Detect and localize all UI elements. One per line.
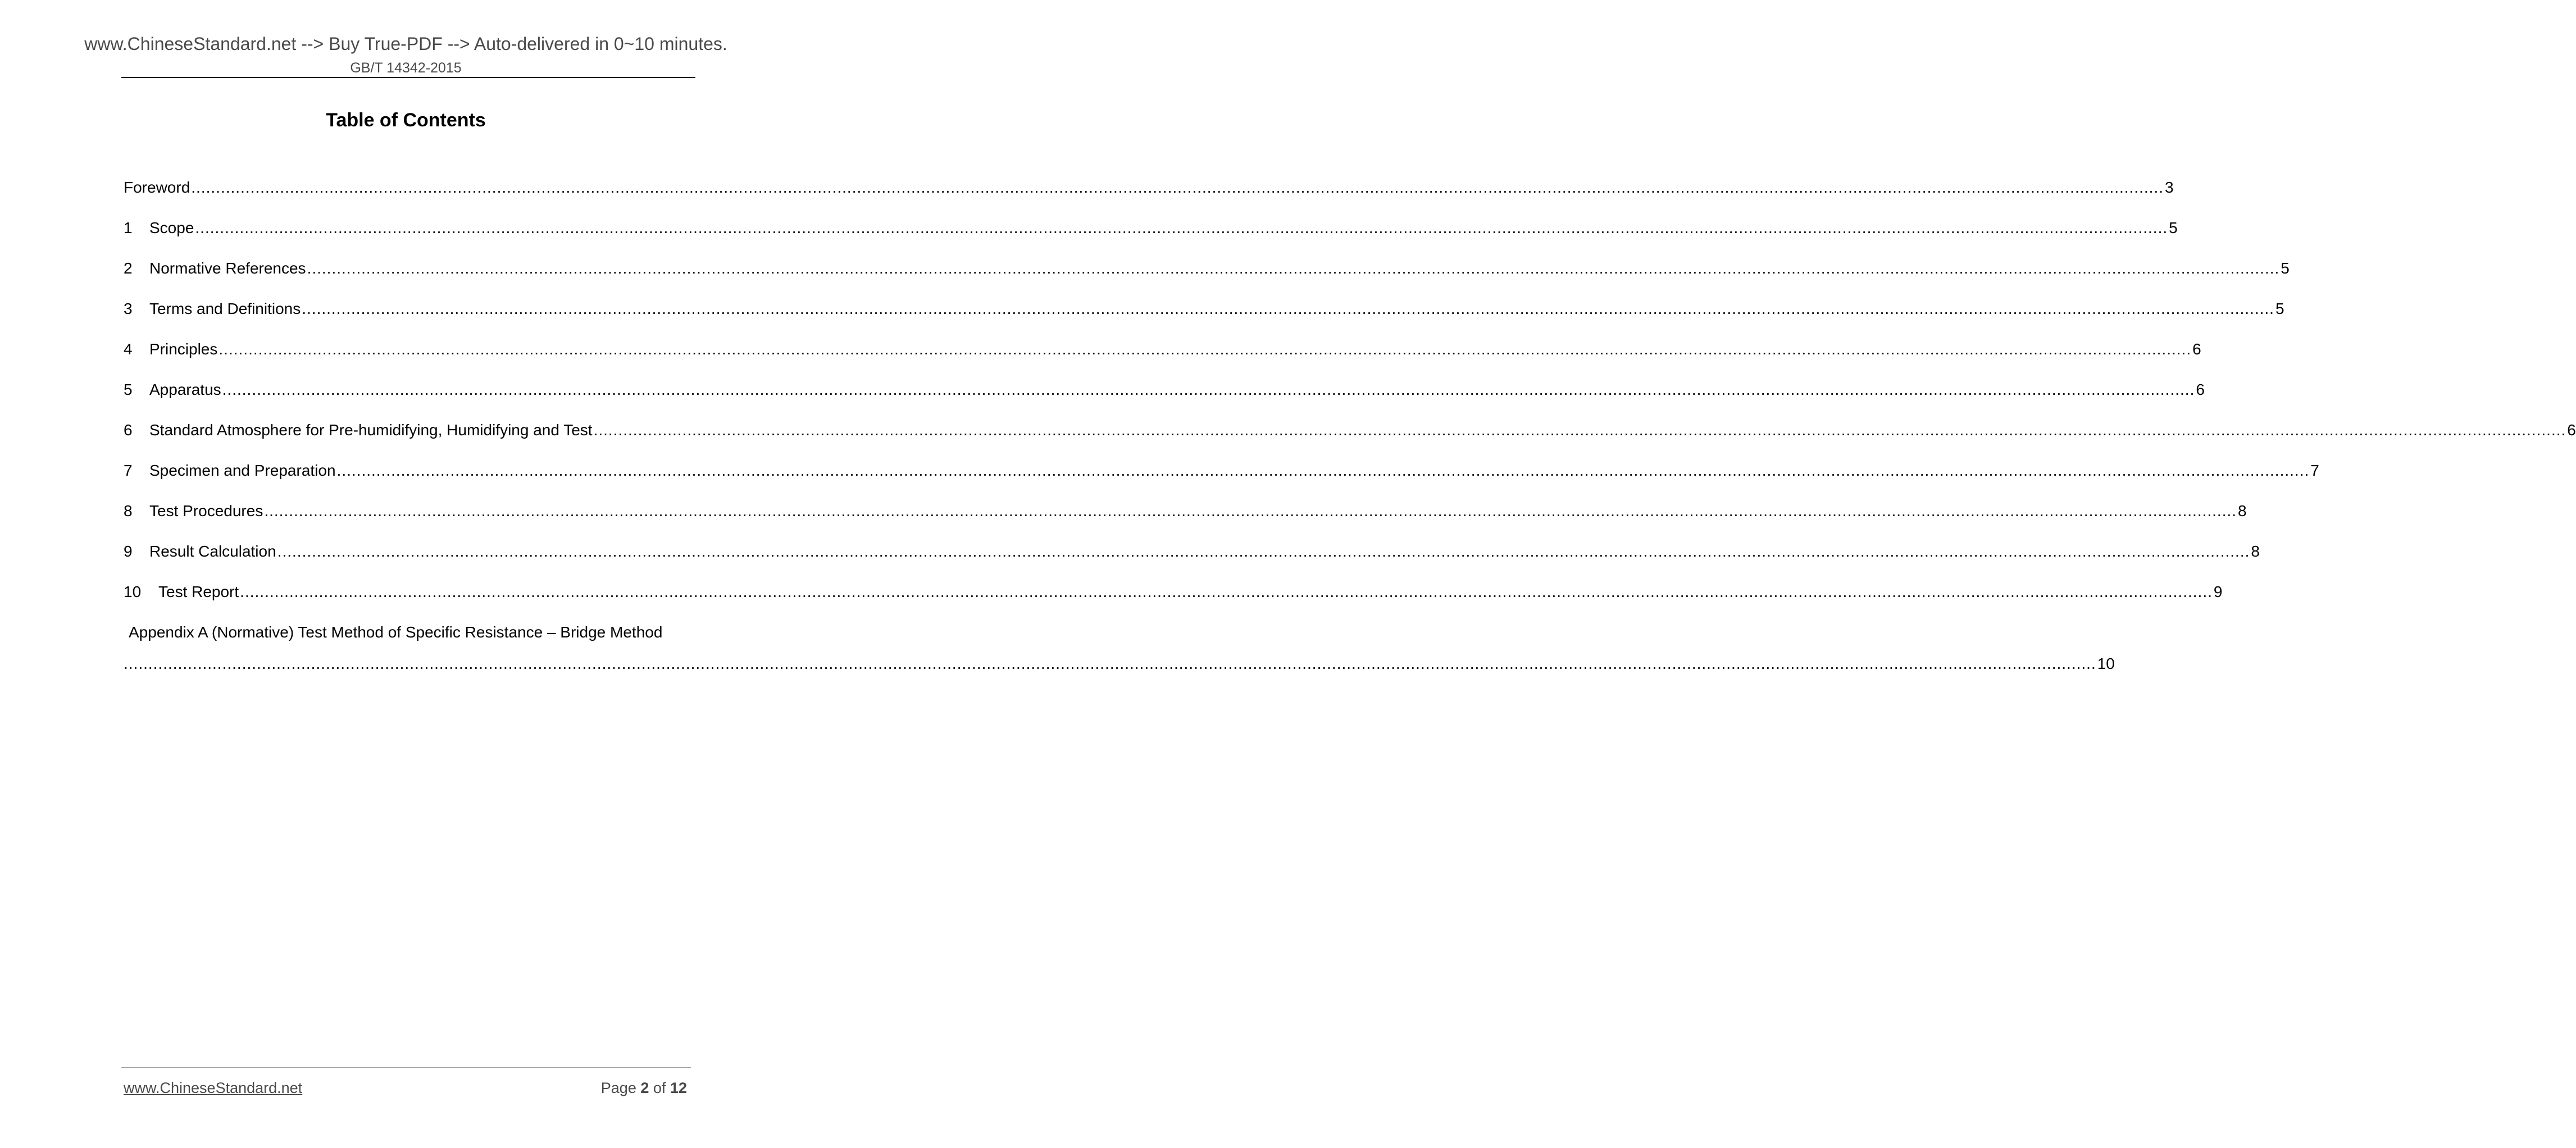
header-banner[interactable]: www.ChineseStandard.net --> Buy True-PDF --> Auto-delivered in 0~10 minutes. (84, 34, 727, 54)
dot-leader: ................................................................................................................................................................................................................................................................................................................................................................................................................ (307, 259, 2280, 277)
table-of-contents (124, 176, 2576, 675)
toc-entry-label: Scope (149, 219, 194, 236)
toc-entry-page: 3 (2164, 179, 2174, 196)
toc-entry-number: 6 (124, 421, 133, 439)
toc-entry-number: 5 (124, 381, 133, 398)
toc-entry-number: 1 (124, 219, 133, 236)
toc-entry-label: Normative References (149, 259, 306, 277)
toc-entry-page: 6 (2567, 421, 2576, 439)
page-indicator (601, 1078, 687, 1097)
toc-entry-label: Terms and Definitions (149, 300, 301, 317)
toc-entry-page: 5 (2281, 259, 2290, 277)
toc-entry-appendix-a[interactable] (124, 621, 2115, 675)
toc-entry-page: 7 (2310, 462, 2319, 479)
toc-entry-number: 3 (124, 300, 133, 317)
dot-leader: ................................................................................................................................................................................................................................................................................................................................................................................................................ (277, 543, 2250, 560)
toc-entry-page: 5 (2275, 300, 2284, 317)
dot-leader: ................................................................................................................................................................................................................................................................................................................................................................................................................ (264, 502, 2237, 520)
toc-entry-label: Appendix A (Normative) Test Method of Specific Resistance – Bridge Method (129, 623, 663, 641)
toc-entry-result-calculation[interactable] (124, 540, 2260, 581)
toc-entry-page: 9 (2213, 583, 2223, 600)
toc-entry-number: 7 (124, 462, 133, 479)
toc-entry-label: Standard Atmosphere for Pre-humidifying, Humidifying and Test (149, 421, 593, 439)
toc-entry-label: Apparatus (149, 381, 221, 398)
toc-entry-label: Result Calculation (149, 543, 276, 560)
toc-entry-number: 4 (124, 340, 133, 358)
dot-leader: ................................................................................................................................................................................................................................................................................................................................................................................................................ (222, 381, 2195, 398)
dot-leader: ................................................................................................................................................................................................................................................................................................................................................................................................................ (124, 655, 2096, 672)
footer-divider (121, 1067, 691, 1068)
toc-entry-test-report[interactable] (124, 581, 2223, 621)
toc-entry-label: Test Report (158, 583, 239, 600)
toc-entry-page: 5 (2169, 219, 2178, 236)
toc-entry-label: Test Procedures (149, 502, 263, 520)
toc-entry-label: Principles (149, 340, 218, 358)
footer-site-link[interactable]: www.ChineseStandard.net (124, 1079, 303, 1096)
toc-title: Table of Contents (326, 110, 486, 131)
dot-leader: ................................................................................................................................................................................................................................................................................................................................................................................................................ (593, 421, 2566, 439)
toc-entry-number: 2 (124, 259, 133, 277)
toc-entry-terms-and-definitions[interactable] (124, 298, 2284, 338)
toc-entry-label: Specimen and Preparation (149, 462, 336, 479)
page-of: of (653, 1079, 666, 1096)
toc-entry-number: 8 (124, 502, 133, 520)
toc-entry-apparatus[interactable] (124, 379, 2205, 419)
appendix-leader-line (124, 653, 2115, 675)
dot-leader: ................................................................................................................................................................................................................................................................................................................................................................................................................ (195, 219, 2168, 236)
toc-entry-test-procedures[interactable] (124, 500, 2247, 540)
dot-leader: ................................................................................................................................................................................................................................................................................................................................................................................................................ (302, 300, 2274, 317)
page-total: 12 (670, 1079, 687, 1096)
dot-leader: ................................................................................................................................................................................................................................................................................................................................................................................................................ (191, 179, 2164, 196)
toc-entry-page: 8 (2238, 502, 2247, 520)
document-number: GB/T 14342-2015 (350, 60, 462, 76)
toc-entry-label: Foreword (124, 179, 190, 196)
page-prefix: Page (600, 1079, 636, 1096)
toc-entry-normative-references[interactable] (124, 257, 2290, 298)
toc-entry-standard-atmosphere[interactable] (124, 419, 2576, 459)
dot-leader: ................................................................................................................................................................................................................................................................................................................................................................................................................ (240, 583, 2213, 600)
toc-entry-scope[interactable] (124, 217, 2178, 257)
toc-entry-principles[interactable] (124, 338, 2201, 379)
page-current: 2 (640, 1079, 649, 1096)
toc-entry-page: 10 (2097, 655, 2115, 672)
toc-entry-specimen-and-preparation[interactable] (124, 459, 2319, 500)
toc-entry-page: 6 (2196, 381, 2205, 398)
dot-leader: ................................................................................................................................................................................................................................................................................................................................................................................................................ (219, 340, 2192, 358)
dot-leader: ................................................................................................................................................................................................................................................................................................................................................................................................................ (336, 462, 2310, 479)
toc-entry-page: 8 (2251, 543, 2260, 560)
header-divider (121, 77, 695, 78)
toc-entry-number: 9 (124, 543, 133, 560)
toc-entry-page: 6 (2192, 340, 2201, 358)
toc-entry-foreword[interactable] (124, 176, 2174, 217)
toc-entry-number: 10 (124, 583, 142, 600)
